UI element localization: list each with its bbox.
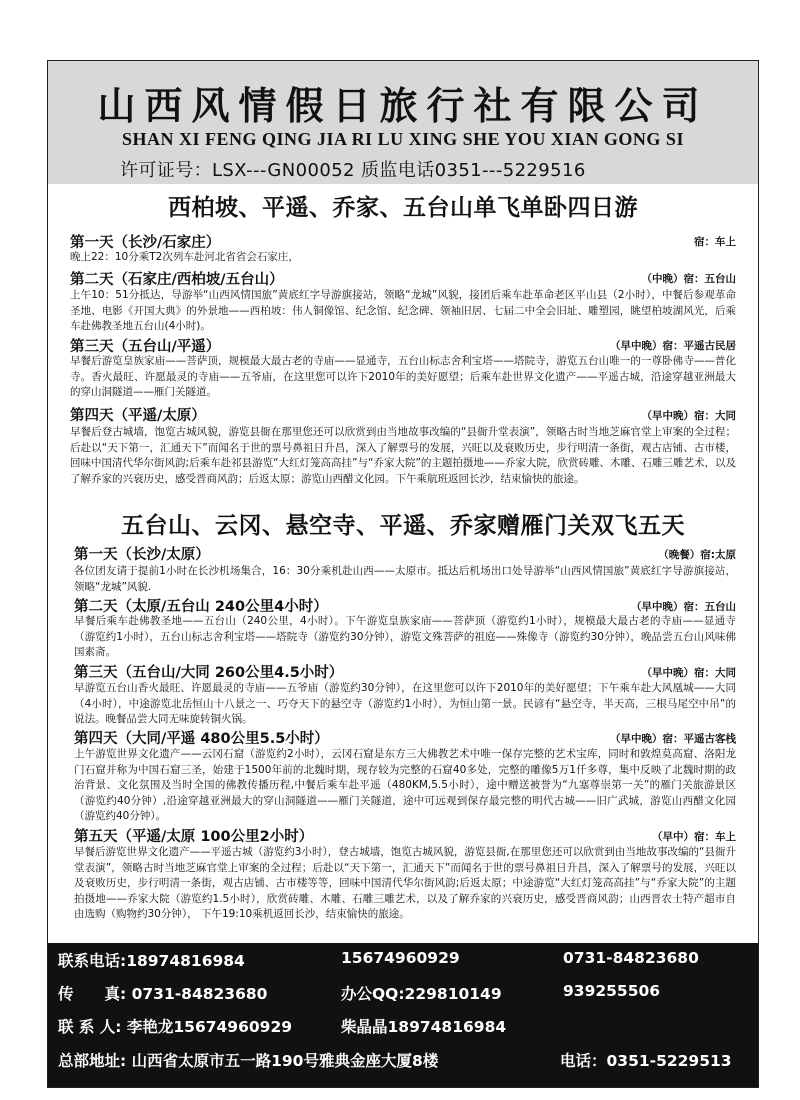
company-name-pinyin: SHAN XI FENG QING JIA RI LU XING SHE YOU XIAN GONG SI — [122, 129, 684, 149]
contact-qq: 办公QQ:229810149 — [341, 985, 502, 1003]
tour2-day3-desc: 早游览五台山香火最旺、许愿最灵的寺庙——五爷庙（游览约30分钟），在这里您可以许下2010年的美好愿望；下午乘车赴大风凰城——大同（4小时），中途游览北岳恒山十八景之一、巧夺天下的悬空寺（游览约1小时），为恒山第一景。民谚有“悬空寺，半天高，三根马尾空中吊”的说法。晚餐品尝大同无味旋转铜火锅。 — [74, 682, 736, 726]
contact-phone-2: 15674960929 — [341, 949, 460, 967]
tour2-day5-lodging: （早中）宿：车上 — [652, 831, 736, 843]
company-header — [48, 61, 758, 184]
contact-phone-3: 0731-84823680 — [563, 949, 699, 967]
license-number: 许可证号：LSX---GN00052 质监电话0351---5229516 — [120, 160, 586, 181]
tour2-day3-lodging: （早中晚）宿：大同 — [641, 667, 736, 679]
contact-address: 总部地址: 山西省太原市五一路190号雅典金座大厦8楼 — [58, 1052, 439, 1070]
tour2-day4-lodging: （早中晚）宿：平遥古客栈 — [610, 733, 736, 745]
tour1-day2-lodging: （中晚）宿：五台山 — [641, 273, 736, 285]
tour1-day2-heading: 第二天（石家庄/西柏坡/五台山） — [70, 272, 284, 288]
tour2-day2-heading: 第二天（太原/五台山 240公里4小时） — [74, 599, 328, 615]
tour1-day3-lodging: （早中晚）宿：平遥古民居 — [610, 340, 736, 352]
tour2-day5-heading: 第五天（平遥/太原 100公里2小时） — [74, 829, 314, 845]
tour2-day1-desc: 各位团友请于提前1小时在长沙机场集合，16：30分乘机赴山西——太原市。抵达后机场出口处导游举“山西风情国旅”黄底红字导游旗接站，领略“龙城”风貌. — [74, 565, 736, 593]
tour1-day4-lodging: （早中晚）宿：大同 — [641, 410, 736, 422]
tour1-day3-heading: 第三天（五台山/平遥） — [70, 339, 221, 355]
contact-fax: 传 真: 0731-84823680 — [58, 985, 268, 1003]
tour2-day4-desc: 上午游览世界文化遗产——云冈石窟（游览约2小时），云冈石窟是东方三大佛教艺术中唯一保存完整的艺术宝库，同时和敦煌莫高窟、洛阳龙门石窟并称为中国石窟三圣，始建于1500年前的北魏时期，现存较为完整的石窟40多处，完整的雕像5万1仟多尊，集中反映了北魏时期的政治背景、文化氛围及当时全国的佛教传播历程,中餐后乘车赴平遥（480KM,5.5小时），途中赠送被誉为“九塞尊崇第一关”的雁门关旅游景区（游览约40分钟）,沿途穿越亚洲最大的穿山洞隧道——雁门关隧道，途中可远观到保存最完整的明代古城——旧广武城，游览山西醋文化园（游览约40分钟）。 — [74, 748, 736, 823]
tour2-day5-desc: 早餐后游览世界文化遗产——平遥古城（游览约3小时），登古城墙，饱览古城风貌，游览县衙,在那里您还可以欣赏到由当地故事改编的“县衙升堂表演”，领略古时当地芝麻官堂上审案的全过程；后赴以“天下第一，汇通天下”而闻名于世的票号鼻祖日升昌，深入了解票号的发展，兴旺以及衰败历史，步行明清一条街，观古店铺、古市楼等等，回味中国清代华尔街风韵;后返太原；中途游览“大红灯笼高高挂”与“乔家大院”的主题拍摄地——乔家大院（游览约1.5小时），欣赏砖雕、木雕、石雕三雕艺术，以及了解乔家的兴衰历史，感受晋商风韵；山西晋农士特产超市自由选购（购物约30分钟）， 下午19:10乘机返回长沙，结束愉快的旅途。 — [74, 846, 736, 921]
tour1-day4-heading: 第四天（平遥/太原） — [70, 408, 206, 424]
tour2-day1-lodging: （晚餐）宿:太原 — [658, 549, 736, 561]
tour1-day2-desc: 上午10：51分抵达，导游举“山西风情国旅”黄底红字导游旗接站，领略“龙城”风貌，接团后乘车赴革命老区平山县（2小时），中餐后参观革命圣地、电影《开国大典》的外景地——西柏坡：伟人铜像馆、纪念馆、纪念碑、领袖旧居、七届二中全会旧址、雕塑园，眺望柏坡湖风光，后乘车赴佛教圣地五台山(4小时)。 — [70, 289, 736, 333]
contact-qq-2: 939255506 — [563, 982, 661, 1000]
contact-phone: 联系电话:18974816984 — [58, 952, 245, 970]
tour2-day4-heading: 第四天（大同/平遥 480公里5.5小时） — [74, 731, 329, 747]
tour2-title: 五台山、云冈、悬空寺、平遥、乔家赠雁门关双飞五天 — [121, 513, 685, 539]
tour1-day1-desc: 晚上22：10分乘T2次列车赴河北省省会石家庄， — [70, 251, 299, 263]
tour2-day3-heading: 第三天（五台山/大同 260公里4.5小时） — [74, 665, 344, 681]
tour2-day2-lodging: （早中晚）宿：五台山 — [631, 601, 736, 613]
tour2-day1-heading: 第一天（长沙/太原） — [74, 547, 210, 563]
contact-hq-phone: 电话：0351-5229513 — [560, 1052, 732, 1070]
contact-person-2: 柴晶晶18974816984 — [341, 1018, 507, 1036]
tour1-day3-desc: 早餐后游览皇族家庙——菩萨顶，规模最大最古老的寺庙——显通寺，五台山标志舍利宝塔——塔院寺，游览五台山唯一的一尊卧佛寺——普化寺。香火最旺、许愿最灵的寺庙——五爷庙，在这里您可以许下2010年的美好愿望；后乘车赴世界文化遗产——平遥古城，沿途穿越亚洲最大的穿山洞隧道——雁门关隧道。 — [70, 355, 736, 399]
tour1-day1-heading: 第一天（长沙/石家庄） — [70, 235, 221, 251]
tour1-day4-desc: 早餐后登古城墙，饱览古城风貌，游览县衙在那里您还可以欣赏到由当地故事改编的“县衙升堂表演”，领略古时当地芝麻官堂上审案的全过程；后赴以“天下第一，汇通天下”而闻名于世的票号鼻祖日升昌，深入了解票号的发展，兴旺以及衰败历史，步行明清一条街，观古店铺、古市楼，回味中国清代华尔街风韵;后乘车赴祁县游览“大红灯笼高高挂”与“乔家大院”的主题拍摄地——乔家大院，欣赏砖雕、木雕、石雕三雕艺术，以及了解乔家的兴衰历史，感受晋商风韵；后返太原；游览山西醋文化园。下午乘航班返回长沙，结束愉快的旅途。 — [70, 426, 736, 485]
contact-person: 联 系 人: 李艳龙15674960929 — [58, 1018, 293, 1036]
tour1-day1-lodging: 宿：车上 — [694, 236, 736, 248]
tour2-day2-desc: 早餐后乘车赴佛教圣地——五台山（240公里，4小时）。下午游览皇族家庙——菩萨顶（游览约1小时），规模最大最古老的寺庙——显通寺（游览约1小时），五台山标志舍利宝塔——塔院寺（游览约30分钟），游览文殊菩萨的祖庭——殊像寺（游览约30分钟），晚品尝五台山风味佛国素斋。 — [74, 615, 736, 659]
contact-block — [48, 943, 758, 1087]
company-name: 山西风情假日旅行社有限公司 — [97, 83, 709, 128]
tour1-title: 西柏坡、平遥、乔家、五台山单飞单卧四日游 — [168, 195, 638, 221]
flyer-page — [47, 60, 759, 1088]
